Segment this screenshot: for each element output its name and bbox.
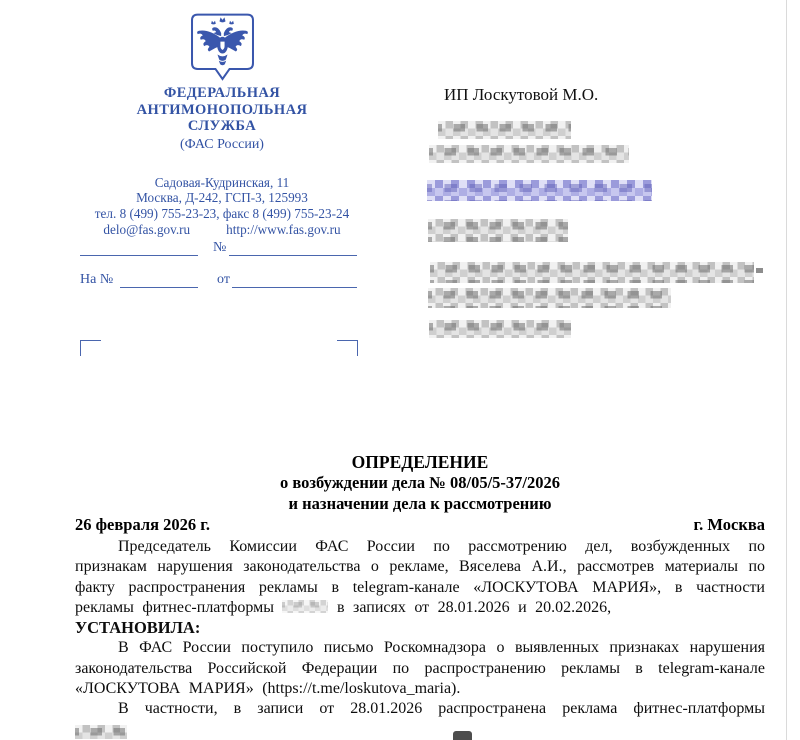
reply-to-label: На №: [80, 272, 114, 287]
redacted-addressee-line-6: [429, 320, 571, 338]
fas-letterhead: [68, 12, 376, 238]
paragraph-1-continuation: в записях от 28.01.2026 и 20.02.2026,: [336, 598, 612, 616]
org-name-line-3: СЛУЖБА: [187, 118, 257, 134]
address-line-1: Садовая-Кудринская, 11: [154, 174, 290, 190]
redacted-platform-name-inline: [282, 600, 328, 613]
reply-number-line: [120, 287, 198, 288]
address-line-2: Москва, Д-242, ГСП-3, 125993: [136, 190, 308, 206]
document-title: [75, 452, 765, 514]
paragraph-3: В частности, в записи от 28.01.2026 распространена реклама фитнес-платформы: [118, 700, 765, 718]
redacted-addressee-line-1: [438, 121, 571, 139]
number-label: №: [213, 240, 227, 255]
paragraph-1-text: Председатель Комиссии ФАС России по рассмотрению дел, возбужденных по признакам нарушения законодательства о рекламе, Вяселева А.И., рассмотрев материалы по факту распространения рекламы в telegram-канале «ЛОСКУТОВА МАРИЯ», в частности рекламы фитнес-платформы: [75, 538, 765, 616]
org-name-line-1: ФЕДЕРАЛЬНАЯ: [163, 85, 281, 101]
org-short-name: (ФАС России): [180, 136, 264, 152]
coat-of-arms-icon: [189, 12, 256, 81]
outgoing-number-blank-line: [80, 255, 198, 256]
redacted-addressee-line-5: [428, 288, 671, 308]
redacted-addressee-line-4: [430, 262, 754, 283]
redacted-platform-name-block: [75, 725, 127, 739]
paragraph-1: [75, 537, 765, 618]
org-name-line-2: АНТИМОНОПОЛЬНАЯ: [136, 101, 308, 118]
document-date: 26 февраля 2026 г.: [75, 515, 211, 534]
address-window-corner-left: [80, 340, 101, 356]
redacted-addressee-line-3: [428, 219, 568, 242]
title-line-3: и назначении дела к рассмотрению: [288, 493, 552, 513]
document-city: г. Москва: [693, 515, 765, 534]
outgoing-number-line: [229, 255, 357, 256]
phone-fax-line: тел. 8 (499) 755-23-23, факс 8 (499) 755-23-24: [94, 206, 350, 222]
website-text: http://www.fas.gov.ru: [226, 221, 341, 237]
document-body: [75, 537, 765, 739]
dateline: [75, 515, 765, 535]
reply-date-line: [232, 287, 357, 288]
address-window-corner-right: [337, 340, 358, 356]
title-line-1: ОПРЕДЕЛЕНИЕ: [351, 452, 489, 472]
addressee-name: ИП Лоскутовой М.О.: [444, 85, 599, 104]
letterhead-contacts: [68, 175, 376, 238]
reply-from-label: от: [217, 272, 230, 287]
established-heading: УСТАНОВИЛА:: [75, 618, 201, 638]
email-text: delo@fas.gov.ru: [103, 221, 191, 237]
cropped-image-fragment: [453, 731, 472, 740]
redacted-addressee-line-2: [429, 145, 629, 163]
page-edge-line: [786, 0, 787, 740]
paragraph-2: В ФАС России поступило письмо Роскомнадзора о выявленных признаках нарушения законодательства Российской Федерации по распространению рекламы в telegram-канале «ЛОСКУТОВА МАРИЯ» (https://t.me/loskutova_maria).: [75, 639, 765, 698]
title-line-2: о возбуждении дела № 08/05/5-37/2026: [280, 473, 560, 492]
redacted-email-link: [427, 180, 652, 201]
